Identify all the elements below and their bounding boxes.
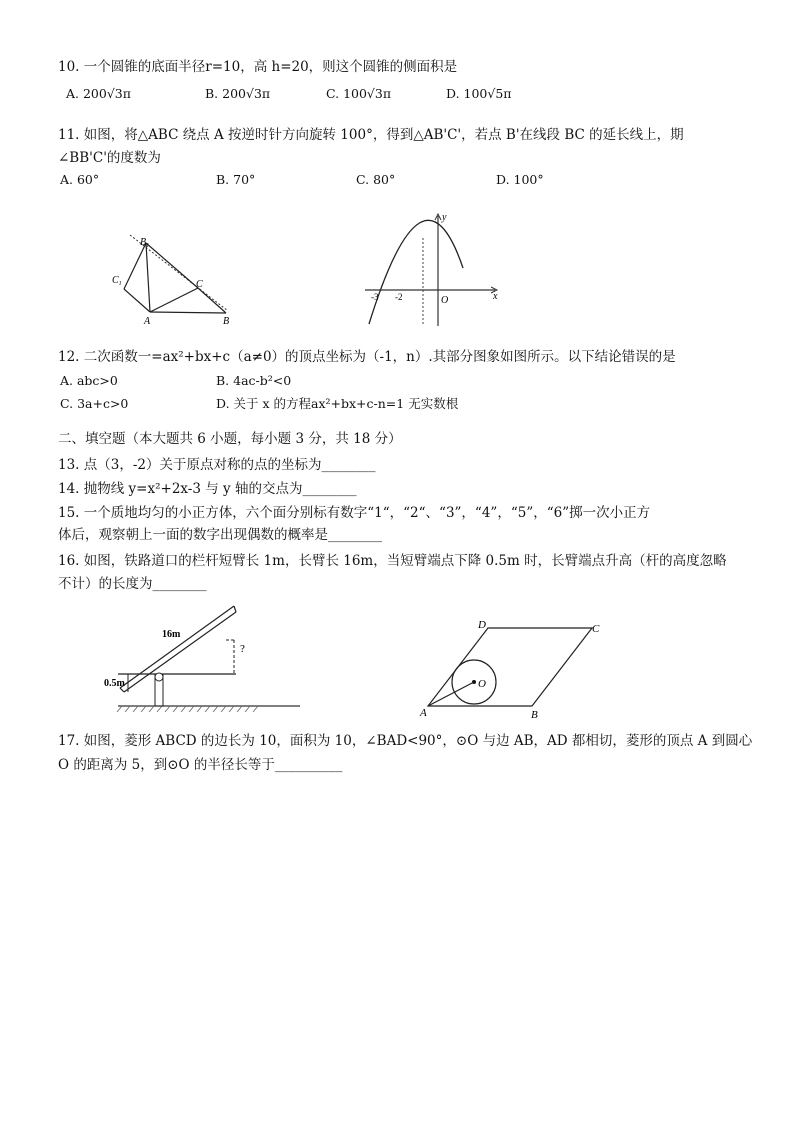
parabola-curve bbox=[369, 220, 463, 324]
q16-line1: 16. 如图，铁路道口的栏杆短臂长 1m，长臂长 16m，当短臂端点下降 0.5m 时，长臂端点升高（杆的高度忽略 bbox=[58, 553, 727, 569]
q10-option-c: C. 100√3π bbox=[326, 86, 392, 101]
q16-line2: 不计）的长度为________ bbox=[58, 576, 207, 592]
q10-option-d: D. 100√5π bbox=[446, 86, 512, 101]
tick-neg2: -2 bbox=[395, 292, 403, 302]
label-question: ? bbox=[240, 643, 245, 655]
rhombus bbox=[428, 628, 592, 706]
barrier-arm-inner bbox=[124, 612, 236, 692]
q15-line1: 15. 一个质地均匀的小正方体，六个面分别标有数字“1“，“2“、“3”，“4”，“5”，“6”掷一次小正方 bbox=[58, 505, 651, 521]
q12-option-c: C. 3a+c>0 bbox=[60, 396, 129, 411]
label-d: D bbox=[478, 619, 486, 631]
q13-stem: 13. 点（3，-2）关于原点对称的点的坐标为________ bbox=[58, 457, 376, 473]
q12-option-b: B. 4ac-b²<0 bbox=[216, 373, 292, 388]
q11-stem-line2: ∠BB'C'的度数为 bbox=[58, 150, 161, 166]
q10-option-a: A. 200√3π bbox=[66, 86, 131, 101]
label-b: B bbox=[531, 709, 538, 721]
label-a: A bbox=[144, 316, 151, 327]
parabola-figure bbox=[355, 208, 505, 330]
q11-option-a: A. 60° bbox=[60, 172, 100, 187]
label-c: C bbox=[592, 623, 600, 635]
q12-option-a: A. abc>0 bbox=[60, 373, 118, 388]
label-b1: $B_1$ bbox=[140, 237, 150, 249]
q10-option-b: B. 200√3π bbox=[205, 86, 271, 101]
q11-stem-line1: 11. 如图，将△ABC 绕点 A 按逆时针方向旋转 100°，得到△AB'C'，若点 B'在线段 BC 的延长线上，期 bbox=[58, 127, 684, 143]
label-c: C bbox=[196, 279, 203, 290]
q11-option-c: C. 80° bbox=[356, 172, 396, 187]
label-16m: 16m bbox=[162, 629, 181, 640]
q17-line1: 17. 如图，菱形 ABCD 的边长为 10，面积为 10，∠BAD<90°，⊙O 与边 AB，AD 都相切，菱形的顶点 A 到圆心 bbox=[58, 733, 753, 749]
barrier-figure bbox=[100, 600, 310, 720]
q11-option-b: B. 70° bbox=[216, 172, 256, 187]
y-label: y bbox=[442, 212, 447, 223]
q14-stem: 14. 抛物线 y=x²+2x-3 与 y 轴的交点为________ bbox=[58, 481, 357, 497]
q17-line2: O 的距离为 5，到⊙O 的半径长等于__________ bbox=[58, 757, 343, 773]
q12-stem: 12. 二次函数一=ax²+bx+c（a≠0）的顶点坐标为（-1，n）.其部分图象如图所示。以下结论错误的是 bbox=[58, 349, 676, 365]
q12-option-d: D. 关于 x 的方程ax²+bx+c-n=1 无实数根 bbox=[216, 396, 459, 411]
pivot-circle bbox=[155, 673, 163, 681]
barrier-arm-outer bbox=[120, 606, 234, 688]
label-o: O bbox=[478, 678, 486, 690]
q11-option-d: D. 100° bbox=[496, 172, 544, 187]
label-a: A bbox=[420, 707, 427, 719]
section-heading: 二、填空题（本大题共 6 小题，每小题 3 分，共 18 分） bbox=[58, 431, 402, 447]
q15-line2: 体后，观察朝上一面的数字出现偶数的概率是________ bbox=[58, 527, 382, 543]
label-c1: $C_1$ bbox=[112, 275, 122, 287]
label-b: B bbox=[223, 316, 230, 327]
label-0-5m: 0.5m bbox=[104, 678, 125, 689]
q10-stem: 10. 一个圆锥的底面半径r=10，高 h=20，则这个圆锥的侧面积是 bbox=[58, 59, 458, 75]
origin-label: O bbox=[441, 295, 449, 306]
x-label: x bbox=[493, 291, 498, 302]
rhombus-figure bbox=[410, 612, 610, 722]
rotated-triangle-figure bbox=[100, 225, 250, 330]
tick-neg3: -3 bbox=[371, 292, 379, 302]
